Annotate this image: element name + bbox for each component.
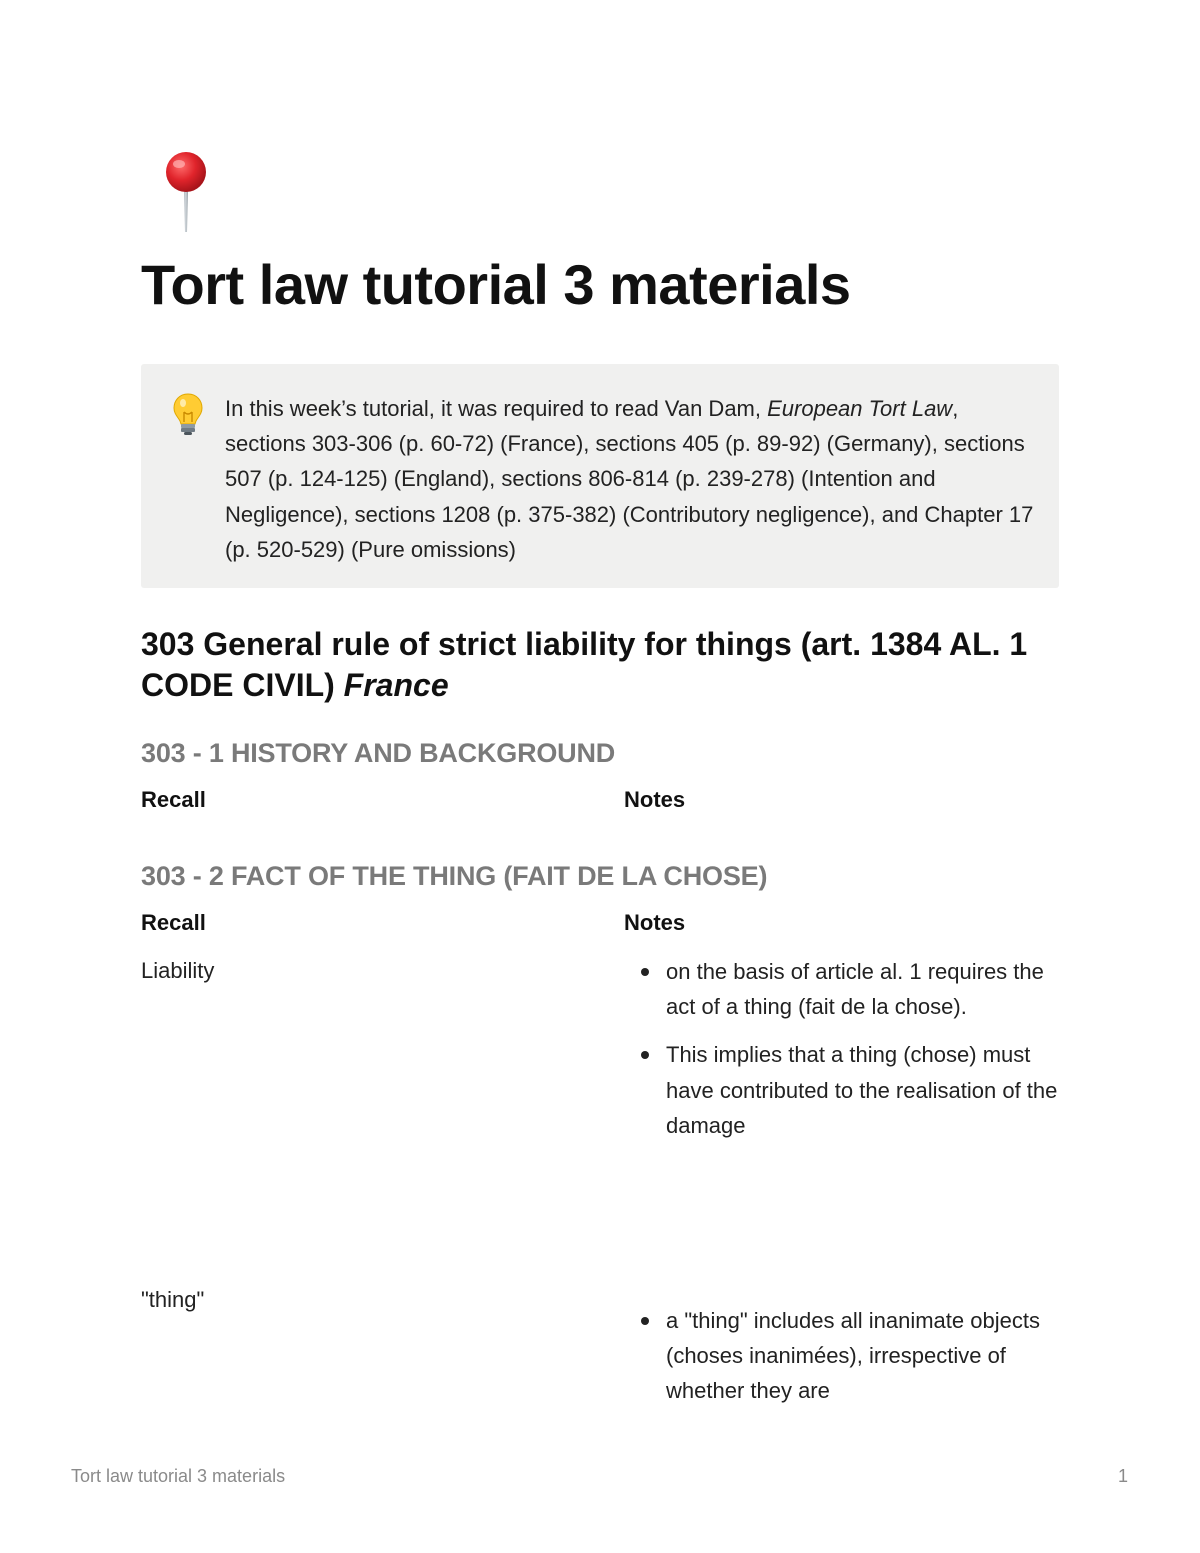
bullet-icon [641,968,649,976]
section-heading-country: France [343,667,449,703]
list-item [636,954,1066,1024]
recall-cell-liability: Liability [141,958,215,983]
list-item [636,1037,1066,1143]
callout-text-end: , sections 303-306 (p. 60-72) (France), sections 405 (p. 89-92) (Germany), sections 507 (p. 124-125) (England), sections 806-814 (p. 239-278) (Intention and Negligence), sections 1208 (p. 375-382) (Contributory negligence), and Chapter 17 (p. 520-529) (Pure omissions) [225,396,1034,562]
callout-text-start: In this week’s tutorial, it was required to read Van Dam, [225,396,768,421]
callout [141,364,1059,588]
section-heading-text: 303 General rule of strict liability for things (art. 1384 AL. 1 CODE CIVIL) [141,626,1028,703]
subsection-heading-history: 303 - 1 HISTORY AND BACKGROUND [141,738,616,768]
list-item-text: This implies that a thing (chose) must have contributed to the realisation of the damage [666,1042,1058,1138]
lightbulb-icon [171,392,205,436]
footer-title: Tort law tutorial 3 materials [71,1466,286,1486]
bullet-icon [641,1051,649,1059]
notes-list-thing [636,1303,1066,1422]
page-number: 1 [1117,1466,1128,1486]
recall-column-label: Recall [141,787,206,812]
page-title: Tort law tutorial 3 materials [141,253,851,316]
pushpin-icon [150,148,220,240]
list-item-text: a "thing" includes all inanimate objects (choses inanimées), irrespective of whether they are [666,1308,1040,1404]
callout-book-title: European Tort Law [767,396,953,421]
list-item [636,1303,1066,1409]
callout-text [225,391,1037,567]
notes-list-liability [636,954,1066,1156]
notes-column-label: Notes [624,787,686,812]
list-item-text: on the basis of article al. 1 requires the act of a thing (fait de la chose). [666,959,1044,1020]
recall-cell-thing: "thing" [141,1287,205,1312]
bullet-icon [641,1317,649,1325]
recall-column-label: Recall [141,910,206,935]
section-heading [141,624,1041,706]
subsection-heading-fact-of-thing: 303 - 2 FACT OF THE THING (FAIT DE LA CHOSE) [141,861,768,891]
notes-column-label: Notes [624,910,686,935]
